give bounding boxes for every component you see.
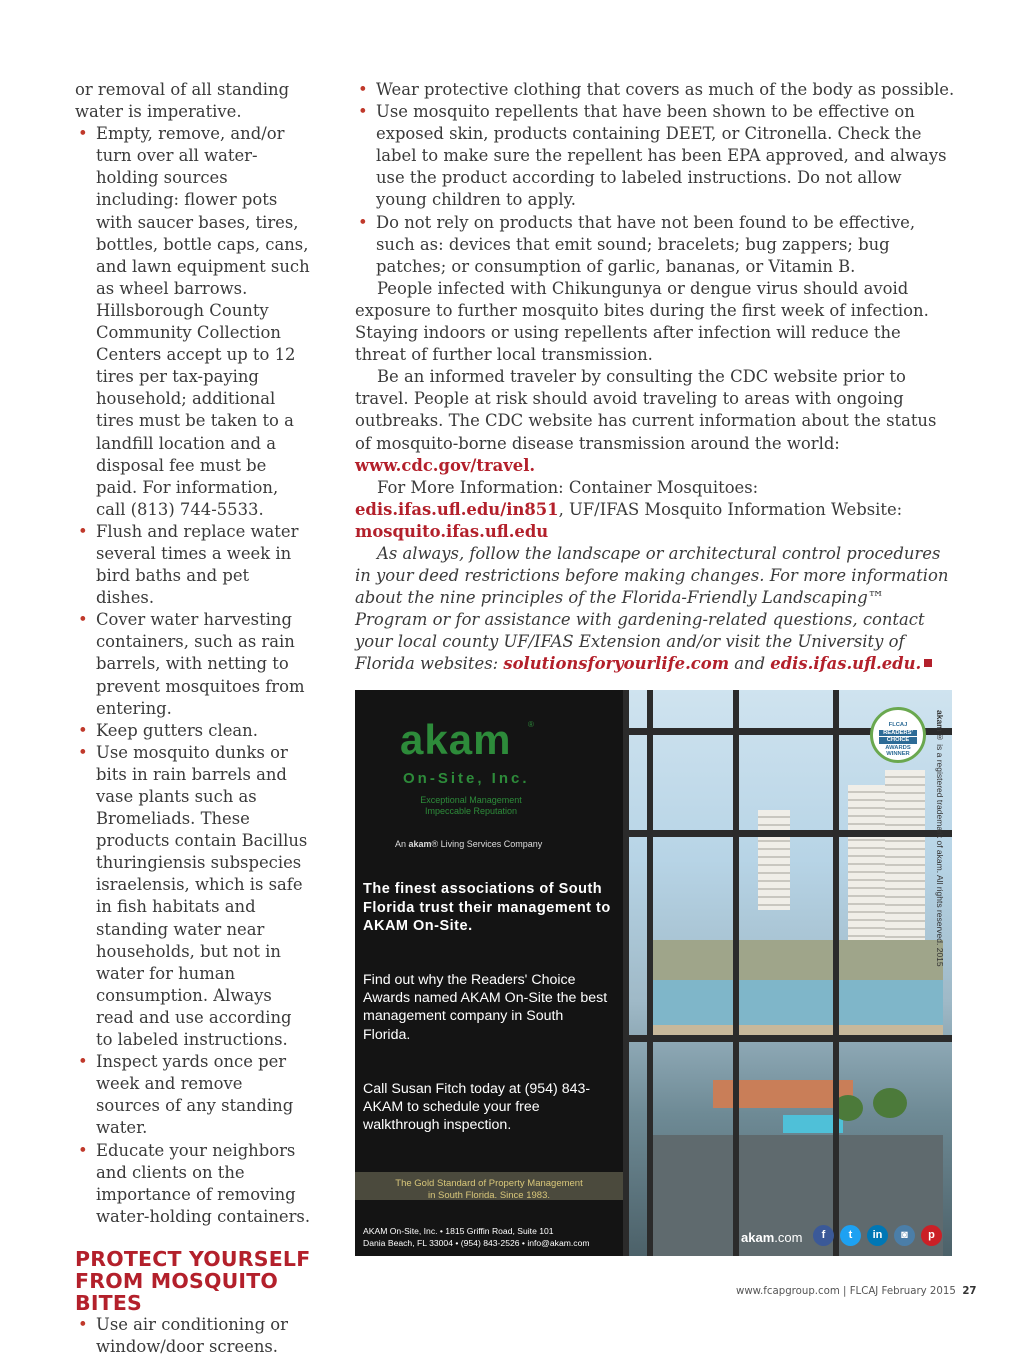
company-prefix: An bbox=[395, 839, 409, 849]
list-item: • Flush and replace water several times a week in bird baths and pet dishes. bbox=[75, 521, 311, 609]
list-item: • Inspect yards once per week and remove sources of any standing water. bbox=[75, 1051, 311, 1139]
readers-choice-badge bbox=[870, 707, 926, 763]
company-suffix: ® Living Services Company bbox=[431, 839, 543, 849]
solutions-link[interactable]: solutionsforyourlife.com bbox=[503, 654, 730, 674]
akam-website[interactable] bbox=[741, 1230, 802, 1245]
palm-tree bbox=[873, 1088, 907, 1118]
cdc-link[interactable]: www.cdc.gov/travel. bbox=[355, 455, 536, 475]
badge-text: AWARDS bbox=[885, 744, 911, 751]
more-info-text-2: , UF/IFAS Mosquito Information Website: bbox=[558, 499, 903, 519]
company-line bbox=[395, 839, 542, 849]
closing-text-2: and bbox=[729, 654, 771, 674]
page-number: 27 bbox=[962, 1286, 977, 1297]
akam-advertisement bbox=[355, 690, 952, 1256]
window-frame bbox=[623, 1035, 952, 1042]
traveler-paragraph bbox=[355, 366, 955, 476]
window-photo bbox=[623, 690, 952, 1256]
site-brand: akam bbox=[741, 1230, 775, 1245]
list-item: • Do not rely on products that have not been found to be effective, such as: devices that emit sound; bracelets; bug zappers; bug patches; or consumption of garlic, bananas, or Vitamin B. bbox=[355, 212, 955, 278]
badge-text: READERS' bbox=[879, 730, 917, 737]
trademark-brand: akam bbox=[935, 710, 945, 732]
facebook-icon[interactable]: f bbox=[813, 1225, 834, 1246]
trademark-text: ® is a registered trademark of akam. All rights reserved. 2015 bbox=[935, 731, 945, 967]
trademark-notice bbox=[931, 710, 945, 970]
mosquito-info-link[interactable]: mosquito.ifas.ufl.edu bbox=[355, 521, 549, 541]
logo-onsite: On-Site, Inc. bbox=[403, 770, 530, 787]
standing-water-list bbox=[75, 123, 311, 1228]
site-domain: .com bbox=[774, 1230, 803, 1245]
pinterest-icon[interactable]: p bbox=[921, 1225, 942, 1246]
list-item: • Empty, remove, and/or turn over all water-holding sources including: flower pots with saucer bases, tires, bottles, bottle caps, cans, and lawn equipment such as wheel barrows. Hillsborough County Community Collection Centers accept up to 12 tires per tax-paying household; additional tires must be taken to a landfill location and a disposal fee must be paid. For information, call (813) 744-5533. bbox=[75, 123, 311, 521]
footer-text: www.fcapgroup.com | FLCAJ February 2015 bbox=[736, 1286, 956, 1297]
intro-text: or removal of all standing water is imperative. bbox=[75, 80, 290, 122]
protection-list bbox=[355, 79, 955, 278]
badge-text: WINNER bbox=[886, 751, 910, 757]
tower-building bbox=[758, 810, 790, 910]
list-item: • Use mosquito dunks or bits in rain barrels and vase plants such as Bromeliads. These products contain Bacillus thuringiensis subspecies israelensis, which is safe in fish habitats and standing water near households, but not in water for human consumption. Always read and use according to labeled instructions. bbox=[75, 742, 311, 1051]
list-item: • Use mosquito repellents that have been shown to be effective on exposed skin, products containing DEET, or Citronella. Check the label to make sure the repellent has been EPA approved, and always use the product according to labeled instructions. Do not allow young children to apply. bbox=[355, 101, 955, 211]
right-column bbox=[355, 79, 955, 676]
linkedin-icon[interactable]: in bbox=[867, 1225, 888, 1246]
section-heading: PROTECT YOURSELF FROM MOSQUITO BITES bbox=[75, 1246, 311, 1315]
list-item: • Use air conditioning or window/door screens. bbox=[75, 1314, 311, 1358]
list-item: • Educate your neighbors and clients on the importance of removing water-holding containers. bbox=[75, 1140, 311, 1228]
end-mark-icon bbox=[924, 659, 932, 667]
window-frame bbox=[647, 690, 653, 1256]
window-frame bbox=[623, 830, 952, 837]
left-column bbox=[75, 79, 311, 1358]
logo-tagline: Impeccable Reputation bbox=[424, 806, 518, 816]
protect-list bbox=[75, 1314, 311, 1358]
akam-logo: akam bbox=[400, 716, 512, 763]
window-frame bbox=[623, 690, 629, 1256]
more-info-paragraph bbox=[355, 477, 955, 543]
badge-text: FLCAJ bbox=[888, 722, 908, 728]
closing-text: As always, follow the landscape or architectural control procedures in your deed restrictions before making changes. For more information about the nine principles of the Florida-Friendly Landscaping™ Program or for assistance with gardening-related questions, contact your local county UF/IFAS Extension and/or visit the University of Florida websites: bbox=[355, 543, 949, 674]
list-item: • Wear protective clothing that covers as much of the body as possible. bbox=[355, 79, 955, 101]
list-item: • Keep gutters clean. bbox=[75, 720, 311, 742]
window-frame bbox=[833, 690, 839, 1256]
closing-paragraph bbox=[355, 543, 955, 676]
infection-paragraph: People infected with Chikungunya or dengue virus should avoid exposure to further mosquito bites during the first week of infection. Staying indoors or using repellents after infection will reduce the threat of further local transmission. bbox=[355, 278, 929, 365]
gold-standard-text: The Gold Standard of Property Management bbox=[395, 1178, 583, 1189]
waterway bbox=[653, 980, 943, 1025]
list-item: • Cover water harvesting containers, such as rain barrels, with netting to prevent mosquitoes from entering. bbox=[75, 609, 311, 719]
ad-address: Dania Beach, FL 33004 • (954) 843-2526 • info@akam.com bbox=[363, 1238, 590, 1248]
registered-mark: ® bbox=[528, 720, 534, 729]
container-mosquitoes-link[interactable]: edis.ifas.ufl.edu/in851 bbox=[355, 499, 559, 519]
ad-body: Find out why the Readers' Choice Awards named AKAM On-Site the best management company in South Florida. bbox=[363, 972, 608, 1043]
company-brand: akam bbox=[408, 839, 432, 849]
edis-link[interactable]: edis.ifas.ufl.edu. bbox=[770, 654, 922, 674]
twitter-icon[interactable]: t bbox=[840, 1225, 861, 1246]
badge-text: CHOICE bbox=[879, 737, 917, 744]
ad-headline: The finest associations of South Florida trust their management to AKAM On-Site. bbox=[363, 881, 611, 934]
page-footer bbox=[736, 1286, 977, 1297]
logo-tagline: Exceptional Management bbox=[420, 795, 522, 805]
ad-address: AKAM On-Site, Inc. • 1815 Griffin Road, Suite 101 bbox=[363, 1226, 554, 1236]
instagram-icon[interactable]: ◙ bbox=[894, 1225, 915, 1246]
traveler-text: Be an informed traveler by consulting the CDC website prior to travel. People at risk should avoid traveling to areas with ongoing outbreaks. The CDC website has current information about the status of mosquito-borne disease transmission around the world: bbox=[355, 367, 937, 453]
gold-standard-text: in South Florida. Since 1983. bbox=[428, 1190, 550, 1201]
city-ground bbox=[653, 940, 943, 980]
ad-text-panel bbox=[355, 690, 623, 1256]
more-info-text: For More Information: Container Mosquitoes: bbox=[377, 477, 759, 497]
ad-call-to-action: Call Susan Fitch today at (954) 843-AKAM to schedule your free walkthrough inspection. bbox=[363, 1081, 591, 1134]
window-frame bbox=[733, 690, 739, 1256]
